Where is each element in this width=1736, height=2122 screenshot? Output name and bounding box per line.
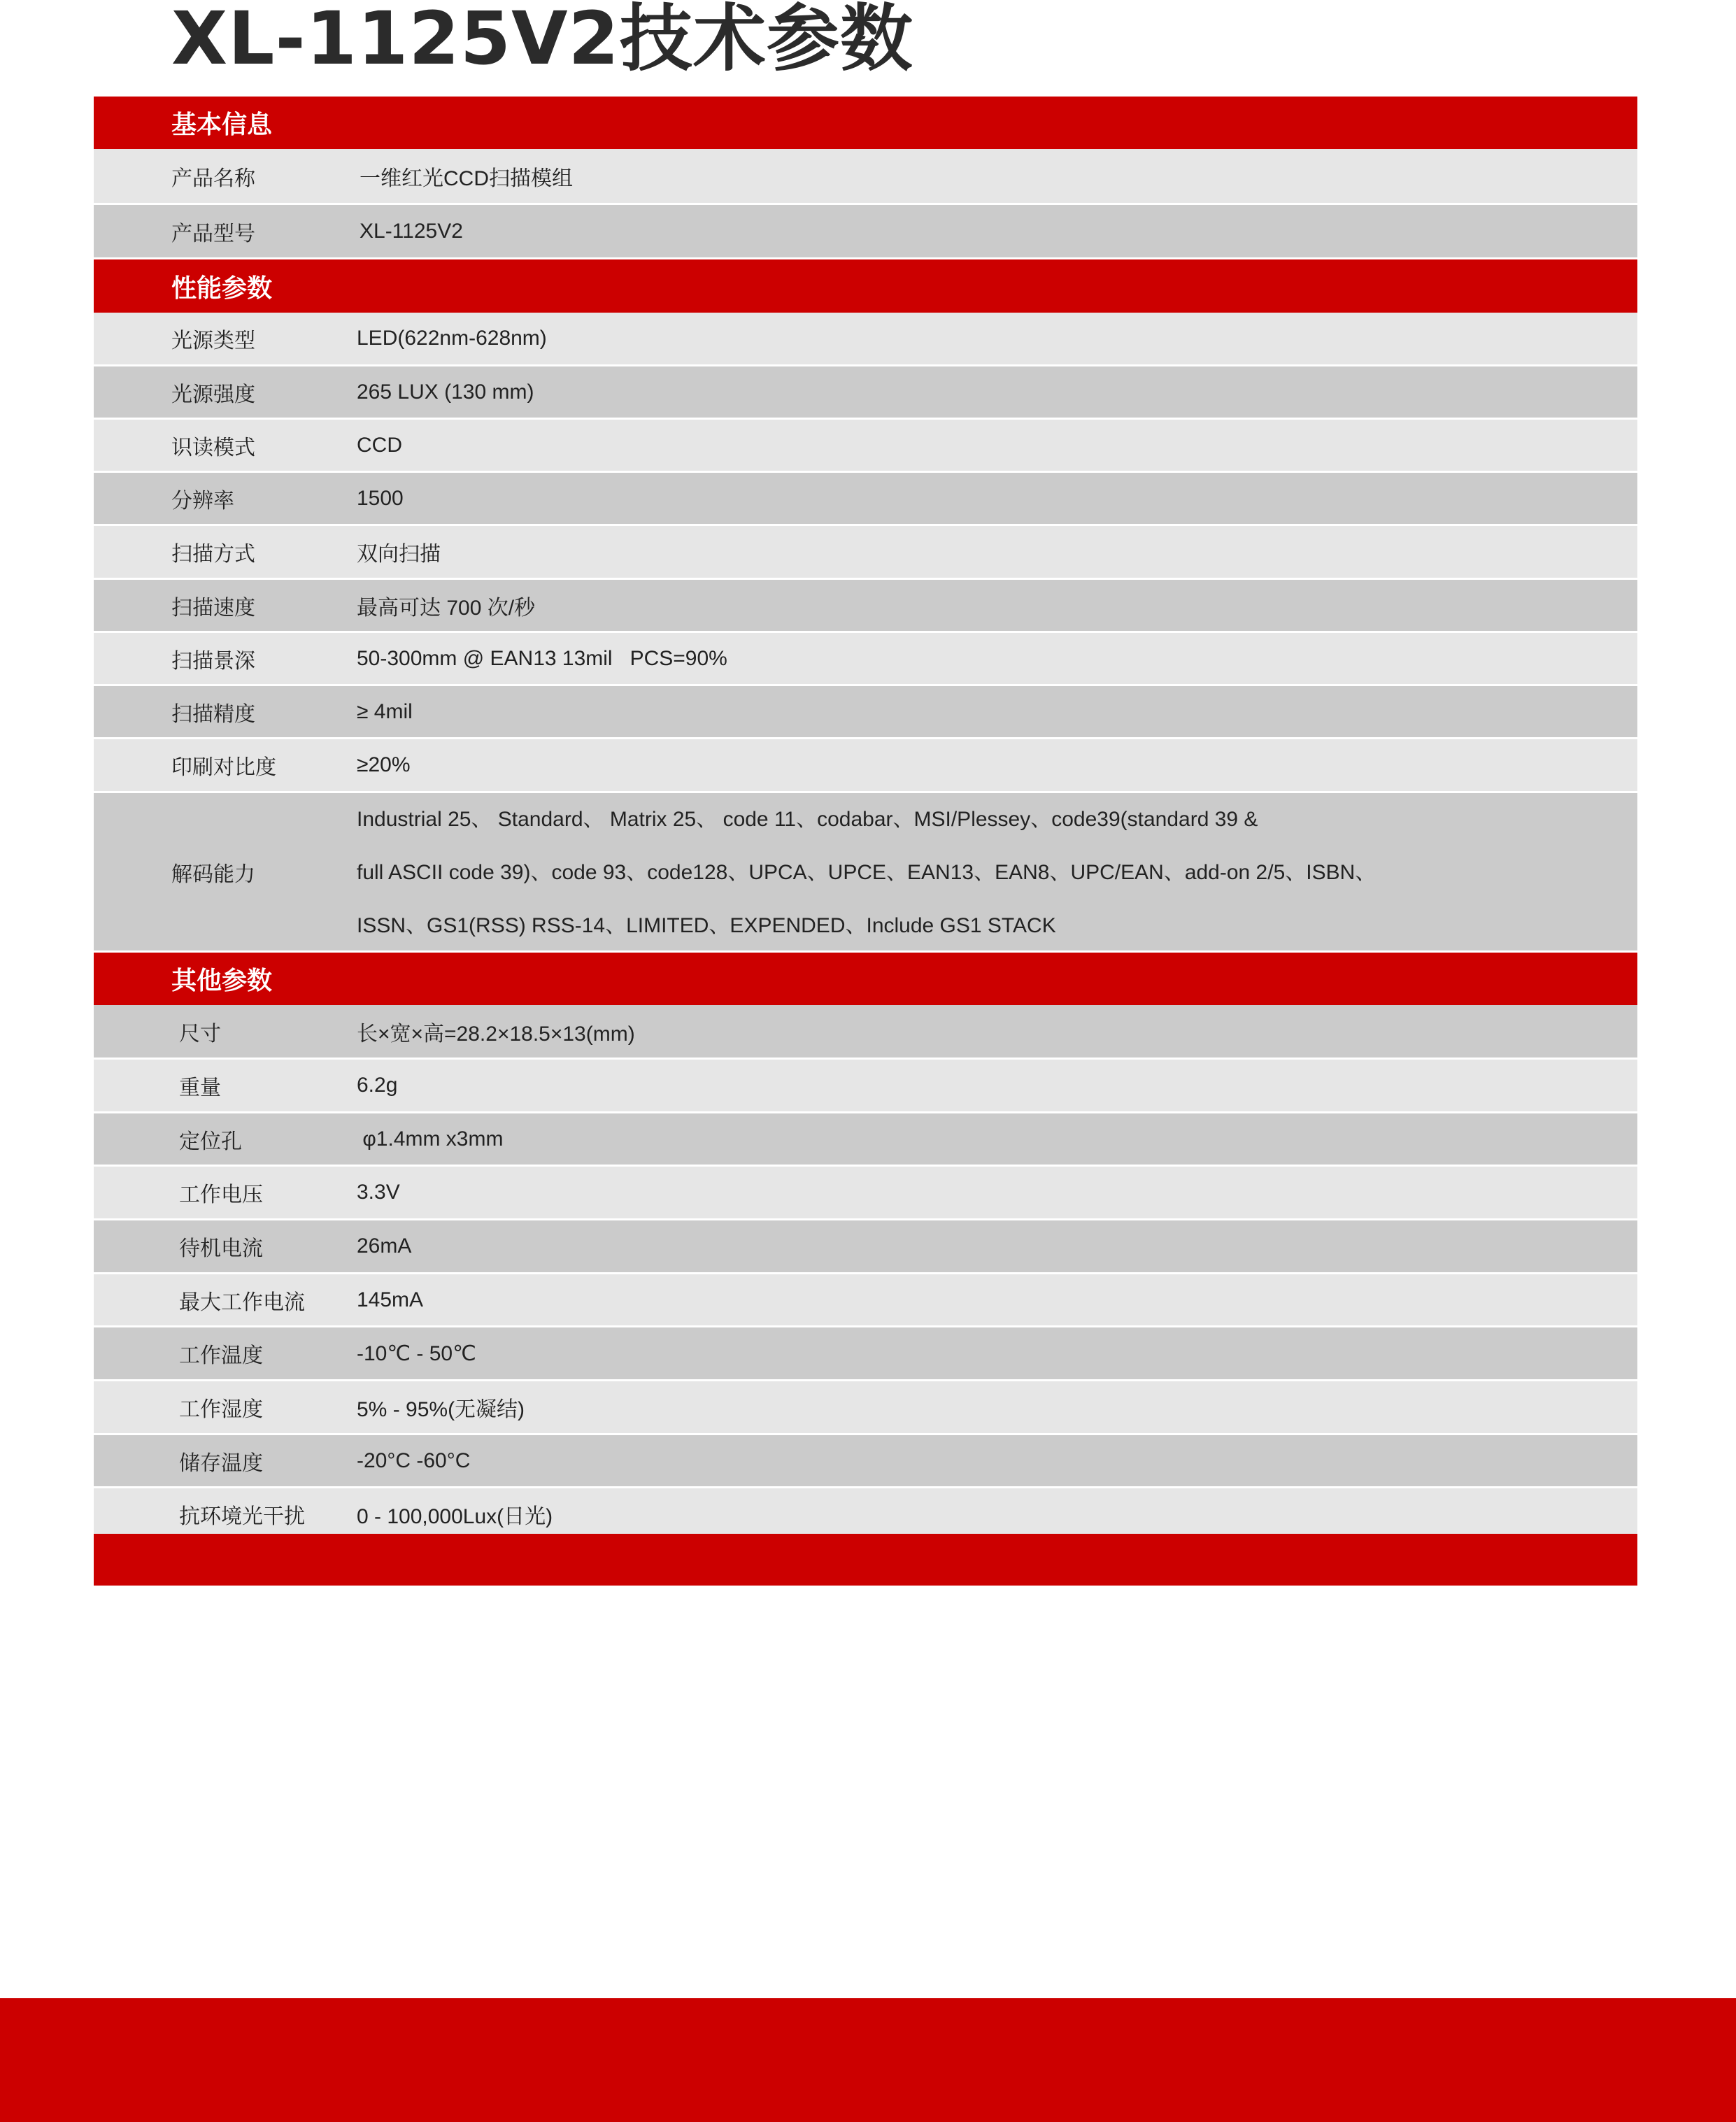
- table-row: [94, 1167, 1637, 1220]
- row-value: 3.3V: [357, 1181, 400, 1204]
- table-row: [94, 1220, 1637, 1274]
- row-value: 265 LUX (130 mm): [357, 380, 534, 404]
- row-label: 工作湿度: [179, 1398, 263, 1421]
- row-value: CCD: [357, 433, 402, 457]
- row-value: 1500: [357, 486, 404, 510]
- table-row: [94, 313, 1637, 366]
- table-footer-bar: [94, 1534, 1637, 1586]
- table-row: [94, 686, 1637, 739]
- row-value: 26mA: [357, 1234, 412, 1258]
- table-row: [94, 149, 1637, 205]
- row-label: 扫描景深: [171, 649, 255, 673]
- row-label: 产品型号: [171, 222, 255, 245]
- table-row: [94, 580, 1637, 633]
- row-label: 工作电压: [179, 1183, 263, 1206]
- table-row: [94, 1005, 1637, 1060]
- page-title: XL-1125V2技术参数: [171, 0, 913, 81]
- section-title: 其他参数: [171, 966, 273, 995]
- row-value: 双向扫描: [357, 543, 441, 566]
- row-value: 0 - 100,000Lux(日光): [357, 1505, 553, 1528]
- row-value: LED(622nm-628nm): [357, 327, 547, 350]
- row-label: 分辨率: [171, 489, 234, 513]
- section-title: 基本信息: [171, 110, 273, 138]
- row-label: 储存温度: [179, 1451, 263, 1475]
- section-title: 性能参数: [171, 273, 273, 302]
- row-value: 最高可达 700 次/秒: [357, 596, 536, 620]
- row-label: 解码能力: [171, 862, 255, 886]
- row-label: 印刷对比度: [171, 756, 276, 779]
- row-value: 长×宽×高=28.2×18.5×13(mm): [357, 1022, 635, 1046]
- row-value: 一维红光CCD扫描模组: [360, 166, 573, 190]
- row-value: ≥20%: [357, 753, 411, 776]
- table-row: [94, 420, 1637, 473]
- table-row-decode: [94, 793, 1637, 953]
- table-row: [94, 1274, 1637, 1327]
- decode-line: ISSN、GS1(RSS) RSS-14、LIMITED、EXPENDED、Include GS1 STACK: [357, 914, 1056, 937]
- row-label: 识读模式: [171, 436, 255, 460]
- row-label: 扫描速度: [171, 596, 255, 620]
- spec-table: [94, 97, 1637, 1542]
- table-row: [94, 1060, 1637, 1113]
- row-value: -10℃ - 50℃: [357, 1341, 476, 1365]
- table-row: [94, 1327, 1637, 1381]
- table-row: [94, 633, 1637, 686]
- row-label: 工作温度: [179, 1344, 263, 1367]
- decode-line: Industrial 25、 Standard、 Matrix 25、 code 11、codabar、MSI/Plessey、code39(standard 39 &: [357, 808, 1258, 831]
- row-label: 重量: [179, 1076, 221, 1099]
- table-row: [94, 473, 1637, 526]
- table-row: [94, 1381, 1637, 1435]
- row-value: φ1.4mm x3mm: [357, 1127, 504, 1151]
- section-header-other: [94, 953, 1637, 1005]
- table-row: [94, 1113, 1637, 1167]
- row-label: 待机电流: [179, 1237, 263, 1260]
- decode-value: [357, 793, 1376, 953]
- row-label: 定位孔: [179, 1130, 242, 1153]
- row-label: 扫描精度: [171, 702, 255, 726]
- row-value: 5% - 95%(无凝结): [357, 1398, 525, 1421]
- table-row: [94, 366, 1637, 420]
- table-row: [94, 205, 1637, 259]
- table-row: [94, 739, 1637, 793]
- table-row: [94, 526, 1637, 580]
- row-value: 145mA: [357, 1288, 424, 1311]
- row-label: 扫描方式: [171, 543, 255, 566]
- row-label: 最大工作电流: [179, 1290, 305, 1314]
- row-value: 6.2g: [357, 1074, 398, 1097]
- row-value: 50-300mm @ EAN13 13mil PCS=90%: [357, 646, 727, 670]
- row-value: ≥ 4mil: [357, 699, 413, 723]
- section-header-performance: [94, 259, 1637, 313]
- table-row: [94, 1435, 1637, 1488]
- row-label: 尺寸: [179, 1022, 221, 1046]
- section-header-basic: [94, 97, 1637, 149]
- page-bottom-band: [0, 1998, 1736, 2122]
- row-label: 光源强度: [171, 383, 255, 406]
- row-label: 产品名称: [171, 166, 255, 190]
- row-value: -20°C -60°C: [357, 1448, 471, 1472]
- row-label: 抗环境光干扰: [179, 1505, 305, 1528]
- row-label: 光源类型: [171, 329, 255, 353]
- decode-line: full ASCII code 39)、code 93、code128、UPCA、UPCE、EAN13、EAN8、UPC/EAN、add-on 2/5、ISBN、: [357, 861, 1376, 884]
- row-value: XL-1125V2: [360, 219, 463, 243]
